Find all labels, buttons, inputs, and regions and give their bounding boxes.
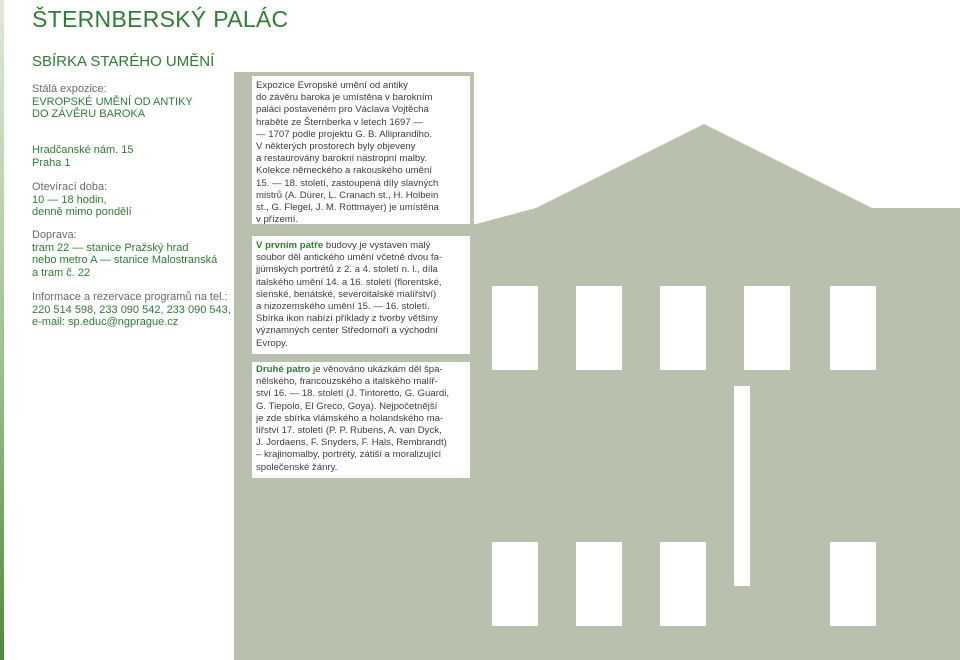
paragraph-line: — 1707 podle projektu G. B. Alliprandiho.	[256, 128, 432, 140]
paragraph-line: J. Jordaens, F. Snyders, F. Hals, Rembrandt)	[256, 437, 447, 449]
intro-paragraph	[256, 80, 468, 226]
paragraph-line: a nizozemského umění 15. — 16. století.	[256, 301, 430, 313]
paragraph-line	[256, 240, 468, 252]
paragraph-line: lířství 17. století (P. P. Rubens, A. van Dyck,	[256, 425, 442, 437]
exhibition-name-line: DO ZÁVĚRU BAROKA	[32, 108, 146, 120]
address-line: Praha 1	[32, 156, 71, 169]
exhibition-info	[32, 83, 242, 121]
paragraph-line: společenské žánry.	[256, 461, 338, 473]
transport-label: Doprava:	[32, 229, 77, 241]
transport-info	[32, 229, 242, 279]
paragraph-line: významných center Středomoří a východní	[256, 325, 438, 337]
hours-line: denně mimo pondělí	[32, 206, 132, 218]
paragraph-line: ství 16. — 18. století (J. Tintoretto, G. Guardi,	[256, 388, 450, 400]
paragraph-line: mistrů (A. Dürer, L. Cranach st., H. Holbein	[256, 189, 439, 201]
contact-email-link[interactable]: e-mail: sp.educ@ngprague.cz	[32, 316, 179, 328]
paragraph-line: Kolekce německého a rakouského umění	[256, 165, 432, 177]
paragraph-text: budovy je vystaven malý	[323, 240, 431, 251]
paragraph-line: jjúmských portrétů z 2. a 4. století n. l., díla	[256, 264, 438, 276]
paragraph-line	[256, 364, 468, 376]
paragraph-line: paláci postaveném pro Václava Vojtěcha	[256, 104, 429, 116]
page-subtitle: SBÍRKA STARÉHO UMĚNÍ	[32, 53, 215, 70]
hours-line: 10 — 18 hodin,	[32, 193, 107, 206]
opening-hours	[32, 181, 242, 219]
paragraph-line: G. Tiepolo, El Greco, Goya). Nejpočetnější	[256, 400, 438, 412]
paragraph-line: – krajinomalby, portréty, zátiší a moralizující	[256, 449, 442, 461]
paragraph-text: je věnováno ukázkám děl špa-	[310, 364, 443, 375]
first-floor-paragraph	[256, 240, 468, 350]
paragraph-line: nělského, francouzského a italského malíř-	[256, 376, 438, 388]
paragraph-line: V některých prostorech byly objeveny	[256, 141, 416, 153]
contact-label: Informace a rezervace programů na tel.:	[32, 291, 228, 303]
paragraph-line: Evropy.	[256, 337, 288, 349]
address-line: Hradčanské nám. 15	[32, 144, 134, 156]
address-info	[32, 144, 242, 169]
second-floor-highlight: Druhé patro	[256, 364, 311, 375]
contact-phones: 220 514 598, 233 090 542, 233 090 543,	[32, 303, 231, 316]
paragraph-line: italského umění 14. a 16. století (florentské,	[256, 276, 442, 288]
hours-label: Otevírací doba:	[32, 181, 108, 193]
transport-line: a tram č. 22	[32, 266, 91, 279]
paragraph-line: a restaurovány barokní nástropní malby.	[256, 153, 428, 165]
second-floor-paragraph	[256, 364, 468, 474]
paragraph-line: Expozice Evropské umění od antiky	[256, 80, 408, 91]
paragraph-line: do závěru baroka je umístěna v barokním	[256, 92, 433, 104]
first-floor-highlight: V prvním patře	[256, 240, 324, 251]
paragraph-line: sienské, benátské, severoitalské malířství)	[256, 288, 437, 300]
paragraph-line: hraběte ze Šternberka v letech 1697 —	[256, 116, 423, 128]
transport-line: tram 22 — stanice Pražský hrad	[32, 241, 189, 254]
paragraph-line: 15. — 18. století, zastoupená díly slavných	[256, 177, 439, 189]
transport-line: nebo metro A — stanice Malostranská	[32, 254, 218, 266]
exhibition-name-line: EVROPSKÉ UMĚNÍ OD ANTIKY	[32, 95, 193, 108]
page-title: ŠTERNBERSKÝ PALÁC	[32, 6, 289, 32]
paragraph-line: je zde sbírka vlámského a holandského ma-	[256, 412, 444, 424]
paragraph-line: v přízemí.	[256, 214, 299, 226]
contact-info	[32, 291, 242, 329]
paragraph-line: Sbírka ikon nabízí příklady z tvorby většiny	[256, 313, 438, 325]
paragraph-line: st., G. Flegel, J. M. Rottmayer) je umístěna	[256, 202, 439, 214]
paragraph-line: soubor děl antického umění včetně dvou fa-	[256, 252, 443, 264]
exhibition-label: Stálá expozice:	[32, 83, 107, 95]
